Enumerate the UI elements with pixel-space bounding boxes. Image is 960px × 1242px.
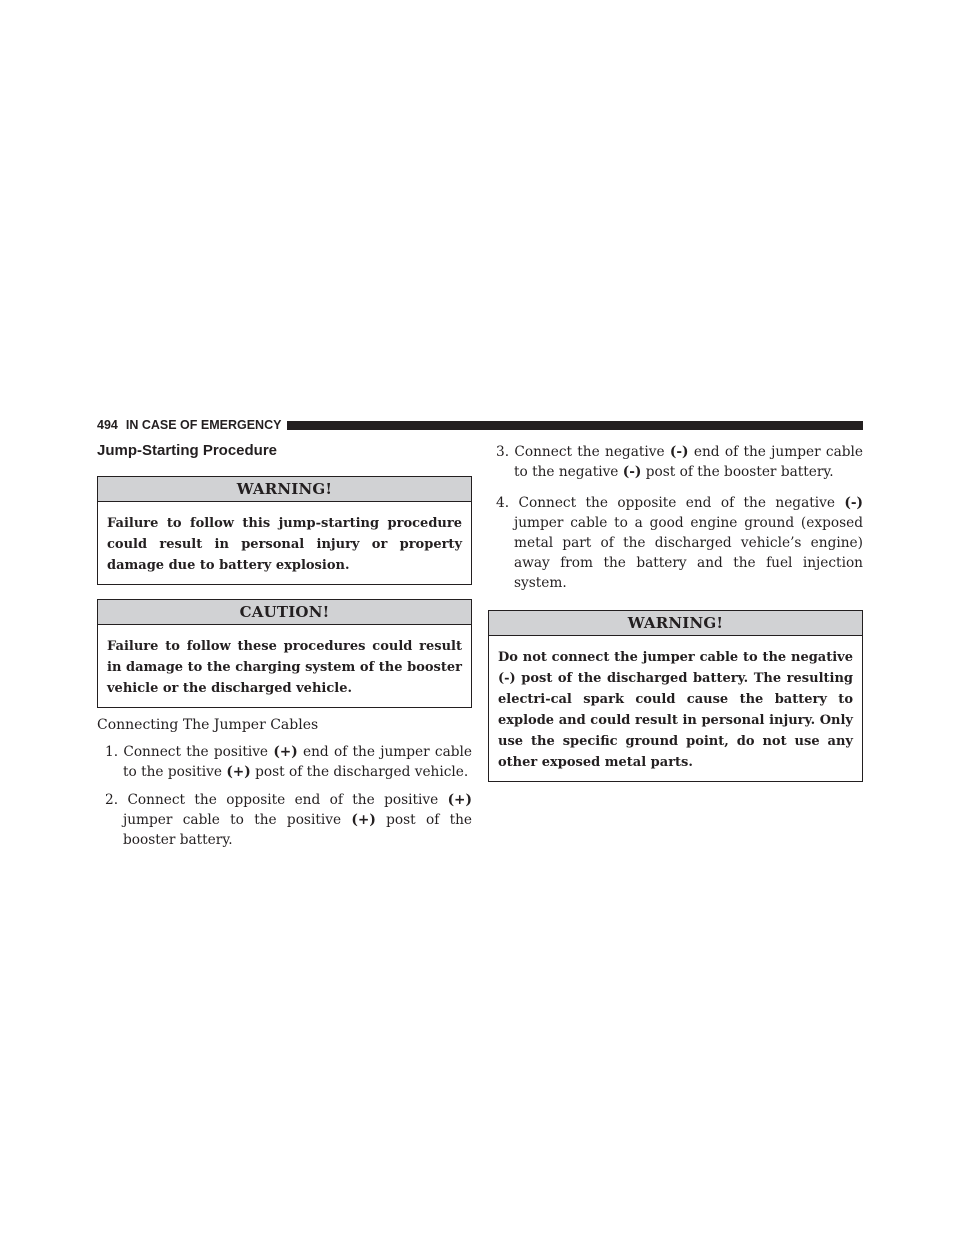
step-text: post of the discharged vehicle.: [250, 764, 469, 780]
step-text: end of the jumper cable to the positive: [123, 744, 472, 780]
section-title: IN CASE OF EMERGENCY: [125, 418, 282, 432]
step-number: 3.: [496, 444, 510, 460]
step-2: [97, 790, 472, 850]
subheading: Connecting The Jumper Cables: [97, 717, 319, 733]
symbol: (+): [273, 744, 298, 760]
warning-box: [97, 476, 472, 585]
left-column: [97, 442, 472, 850]
warning-heading: WARNING!: [489, 611, 862, 636]
symbol: (-): [844, 495, 863, 511]
header-rule: [287, 421, 863, 430]
step-text: Connect the opposite end of the positive: [127, 792, 448, 808]
right-column: [488, 442, 863, 782]
procedure-title: Jump-Starting Procedure: [97, 442, 278, 459]
step-text: Connect the opposite end of the negative: [518, 495, 845, 511]
caution-heading: CAUTION!: [98, 600, 471, 625]
step-text: post of the booster battery.: [641, 464, 834, 480]
step-text: Connect the negative: [514, 444, 670, 460]
step-number: 2.: [105, 792, 119, 808]
warning-heading: WARNING!: [98, 477, 471, 502]
symbol: (+): [226, 764, 251, 780]
symbol: (-): [669, 444, 689, 460]
symbol: (+): [447, 792, 472, 808]
step-text: end of the jumper cable to the negative: [514, 444, 863, 480]
step-text: Connect the positive: [123, 744, 274, 760]
step-text: jumper cable to a good engine ground (exposed metal part of the discharged vehicle’s engine) away from the battery and the fuel injection system.: [514, 515, 863, 591]
step-number: 4.: [496, 495, 510, 511]
warning-box: [488, 610, 863, 782]
step-number: 1.: [105, 744, 119, 760]
step-1: [97, 742, 472, 782]
step-text: post of the booster battery.: [123, 812, 472, 848]
caution-box: [97, 599, 472, 708]
symbol: (-): [622, 464, 642, 480]
symbol: (+): [351, 812, 376, 828]
step-4: [488, 493, 863, 593]
step-3: [488, 442, 863, 482]
page-number: 494: [97, 418, 118, 432]
caution-text: Failure to follow these procedures could result in damage to the charging system of the booster vehicle or the discharged vehicle.: [107, 639, 462, 696]
warning-text: Do not connect the jumper cable to the negative (-) post of the discharged battery. The resulting electri-cal spark could cause the battery to explode and could result in personal injury. Only use the specific ground point, do not use any other exposed metal parts.: [498, 650, 853, 770]
warning-text: Failure to follow this jump-starting procedure could result in personal injury or property damage due to battery explosion.: [107, 516, 462, 573]
step-text: jumper cable to the positive: [123, 812, 352, 828]
page-header: [97, 418, 863, 432]
